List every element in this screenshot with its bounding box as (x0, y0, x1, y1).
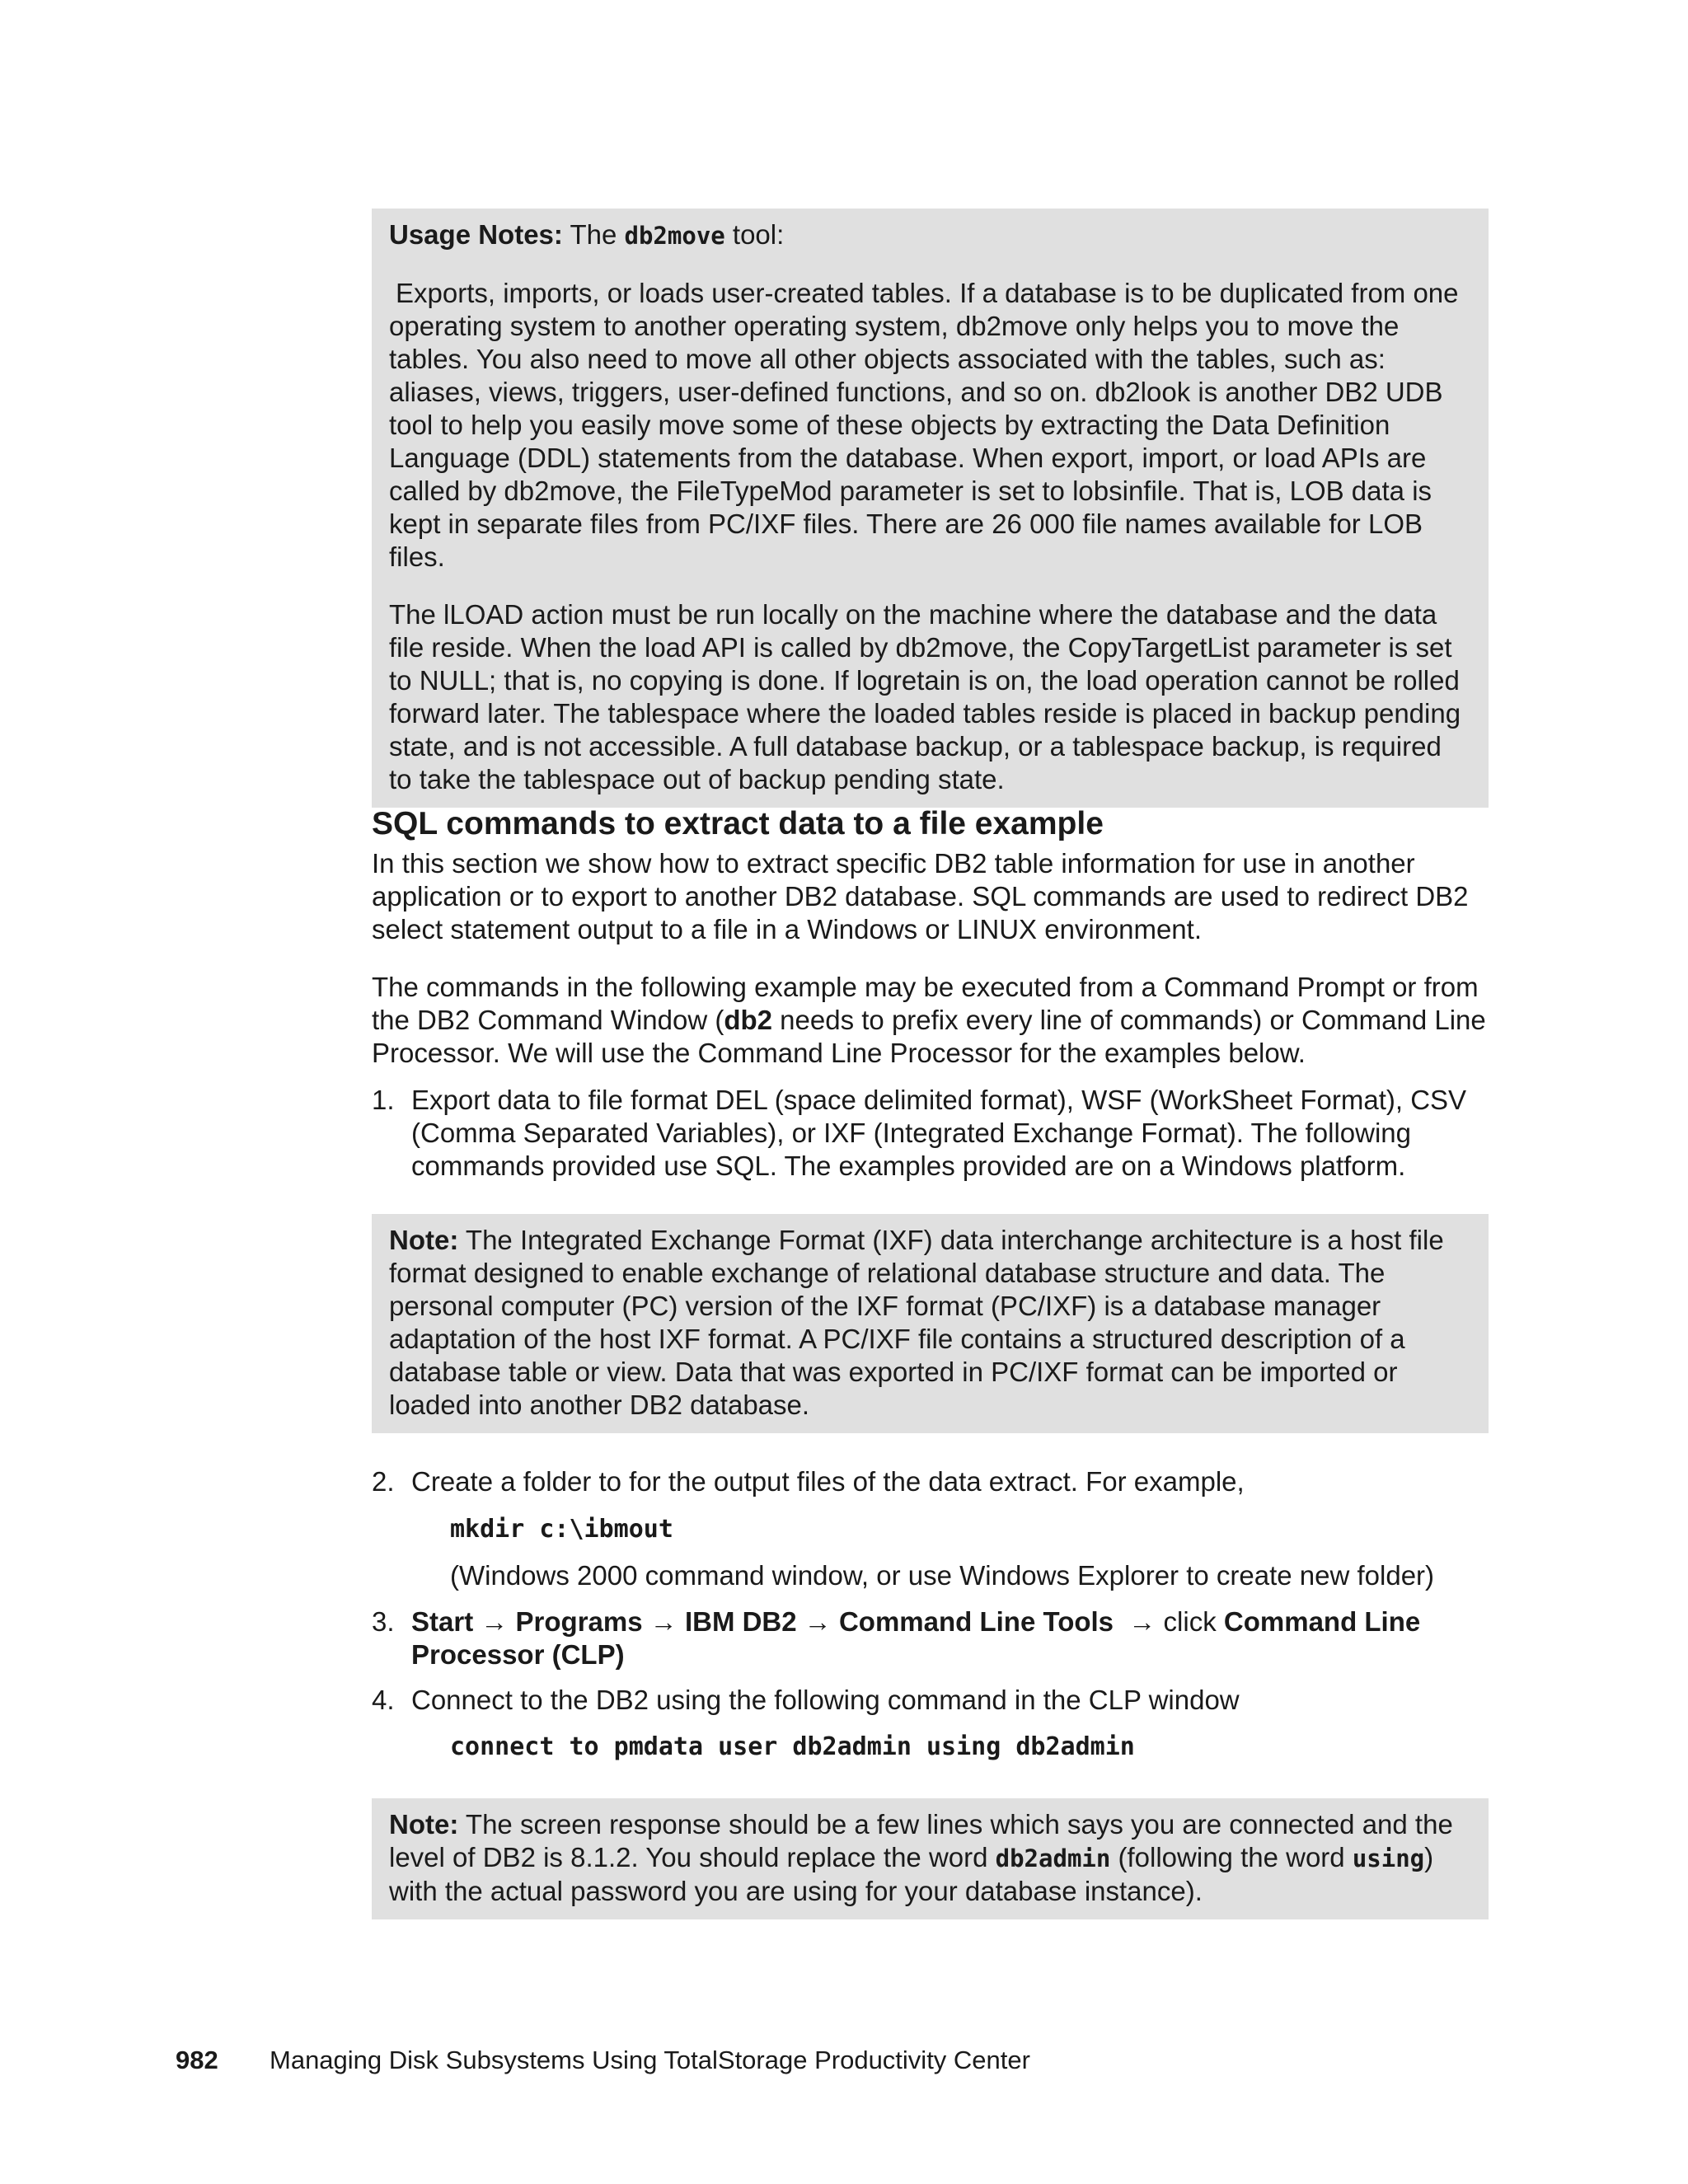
connect-note-box (372, 1798, 1489, 1919)
section-paragraph-2-text (372, 971, 1493, 1070)
connect-note-part-3: ) with the actual password you are using for your database instance). (389, 1842, 1434, 1906)
connect-command: connect to pmdata user db2admin using db2admin (450, 1732, 1135, 1761)
menu-command-line-tools: Command Line Tools (838, 1606, 1114, 1637)
usage-notes-intro-pre: The (570, 219, 617, 250)
usage-notes-intro-post: tool: (732, 219, 785, 250)
menu-command-line-processor: Command Line Processor (CLP) (411, 1606, 1421, 1670)
step-4-number: 4. (372, 1685, 395, 1715)
usage-notes-label: Usage Notes: (389, 219, 563, 250)
ixf-note-body: The Integrated Exchange Format (IXF) data interchange architecture is a host file format designed to enable exchange of relational database structure and data. The personal computer (PC) version of the IXF format (PC/IXF) is a database manager adaptation of the host IXF format. A PC/IXF file contains a structured description of a database table or view. Data that was exported in PC/IXF format can be imported or loaded into another DB2 database. (389, 1225, 1444, 1420)
para2-bold: db2 (724, 1005, 772, 1035)
step-2 (372, 1465, 1501, 1498)
section-paragraph-2 (372, 971, 1493, 1070)
connect-note-part-2: (following the word (1118, 1842, 1345, 1872)
ixf-note-label: Note: (389, 1225, 459, 1255)
tool-name: db2move (624, 222, 725, 250)
connect-note-part-1: The screen response should be a few lines which says you are connected and the level of DB2 is 8.1.2. You should replace the word (389, 1809, 1453, 1872)
arrow-icon: → (1128, 1606, 1156, 1637)
section-paragraph-1-text: In this section we show how to extract specific DB2 table information for use in another application or to export to another DB2 database. SQL commands are used to redirect DB2 select statement output to a file in a Windows or LINUX environment. (372, 848, 1469, 944)
arrow-icon: → (481, 1606, 509, 1637)
mkdir-command: mkdir c:\ibmout (450, 1515, 673, 1544)
step-2-note: (Windows 2000 command window, or use Windows Explorer to create new folder) (450, 1560, 1435, 1591)
ixf-note-text (389, 1224, 1465, 1422)
usage-notes-box (372, 209, 1489, 808)
section-paragraph-1 (372, 847, 1493, 946)
step-4-text: Connect to the DB2 using the following command in the CLP window (411, 1685, 1240, 1715)
connect-note-code-1: db2admin (995, 1844, 1111, 1872)
book-title: Managing Disk Subsystems Using TotalStorage Productivity Center (270, 2046, 1030, 2074)
step-3 (372, 1605, 1501, 1671)
arrow-icon: → (649, 1606, 678, 1637)
para2-post: needs to prefix every line of commands) or Command Line Processor. We will use the Command Line Processor for the examples below. (372, 1005, 1486, 1068)
menu-ibm-db2: IBM DB2 (684, 1606, 797, 1637)
section-heading: SQL commands to extract data to a file example (372, 806, 1104, 841)
ixf-note-box (372, 1214, 1489, 1433)
step-2-text: Create a folder to for the output files of the data extract. For example, (411, 1466, 1245, 1497)
usage-notes-intro (389, 218, 1465, 252)
step-4 (372, 1684, 1501, 1717)
step-1-text: Export data to file format DEL (space delimited format), WSF (WorkSheet Format), CSV (Comma Separated Variables), or IXF (Integrated Exchange Format). The following commands provided use SQL. The examples provided are on a Windows platform. (411, 1085, 1467, 1181)
step-1-number: 1. (372, 1085, 395, 1115)
connect-note-text (389, 1808, 1465, 1908)
step-2-number: 2. (372, 1466, 395, 1497)
menu-start: Start (411, 1606, 474, 1637)
usage-notes-paragraph-2: The lLOAD action must be run locally on the machine where the database and the data file reside. When the load API is called by db2move, the CopyTargetList parameter is set to NULL; that is, no copying is done. If logretain is on, the load operation cannot be rolled forward later. The tablespace where the loaded tables reside is placed in backup pending state, and is not accessible. A full database backup, or a tablespace backup, is required to take the tablespace out of backup pending state. (389, 599, 1461, 794)
menu-programs: Programs (515, 1606, 643, 1637)
arrow-icon: → (804, 1606, 832, 1637)
step-3-text (411, 1605, 1501, 1671)
usage-notes-paragraph-1: Exports, imports, or loads user-created tables. If a database is to be duplicated from one operating system to another operating system, db2move only helps you to move the tables. You also need to move all other objects associated with the tables, such as: aliases, views, triggers, user-defined functions, and so on. db2look is another DB2 UDB tool to help you easily move some of these objects by extracting the Data Definition Language (DDL) statements from the database. When export, import, or load APIs are called by db2move, the FileTypeMod parameter is set to lobsinfile. That is, LOB data is kept in separate files from PC/IXF files. There are 26 000 file names available for LOB files. (389, 278, 1459, 572)
click-word: click (1163, 1606, 1217, 1637)
connect-note-code-2: using (1352, 1844, 1425, 1872)
connect-note-label: Note: (389, 1809, 459, 1840)
page-number: 982 (176, 2046, 218, 2074)
step-3-number: 3. (372, 1606, 395, 1637)
step-1 (372, 1084, 1501, 1183)
para2-pre: The commands in the following example may be executed from a Command Prompt or from the DB2 Command Window ( (372, 972, 1479, 1035)
